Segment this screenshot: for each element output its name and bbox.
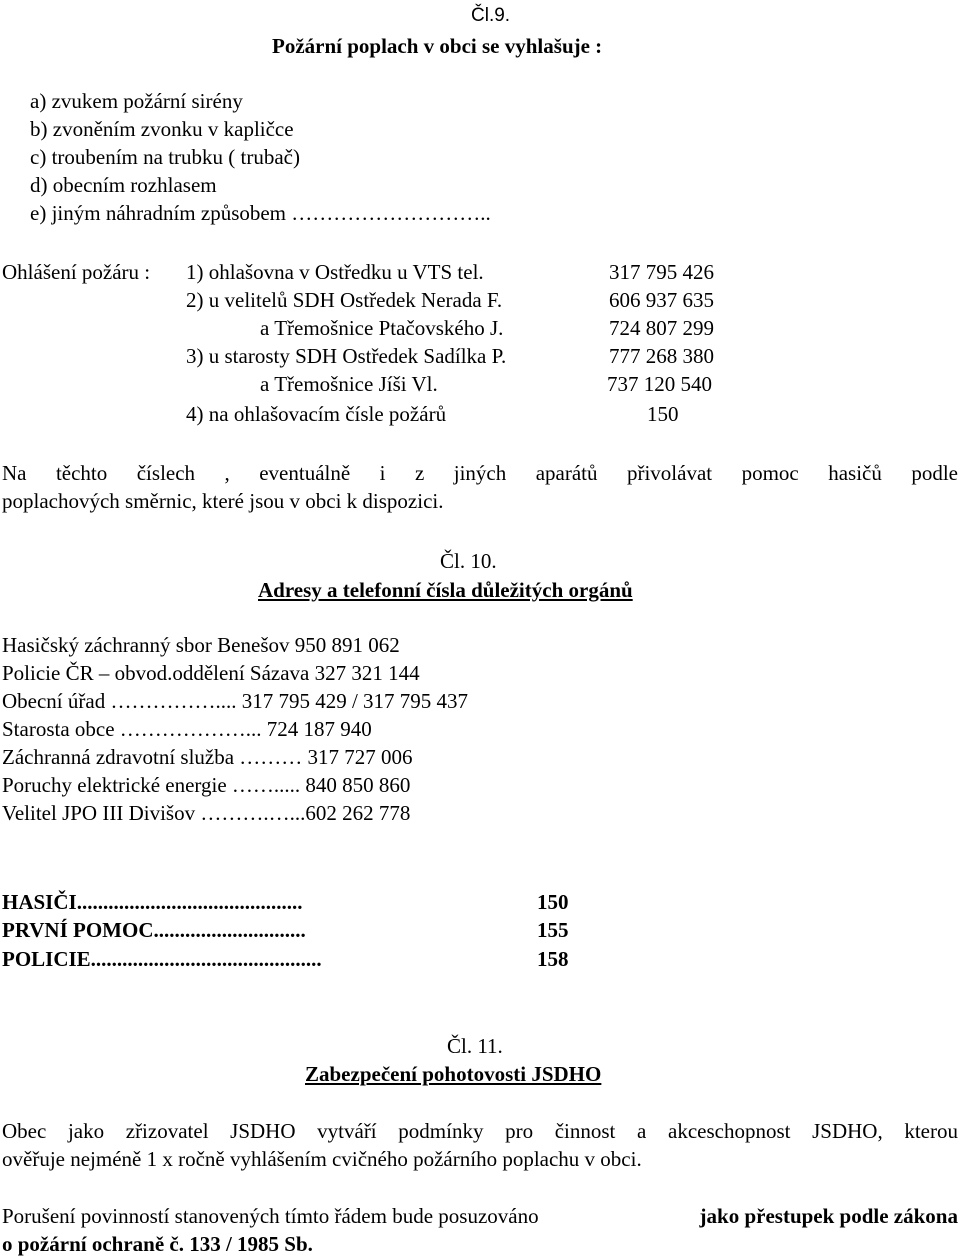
article-9-number: Čl.9. [471,5,511,26]
contact-row: Poruchy elektrické energie ……..... 840 850 860 [2,773,411,797]
article-11-paragraph-line: ověřuje nejméně 1 x ročně vyhlášením cvičného požárního poplachu v obci. [2,1147,642,1171]
emergency-number: 158 [537,947,569,971]
article-10-heading: Adresy a telefonní čísla důležitých orgánů [258,578,633,602]
report-row-number: 777 268 380 [609,344,714,368]
contact-row: Velitel JPO III Divišov ……….…...602 262 778 [2,801,411,825]
contact-row: Hasičský záchranný sbor Benešov 950 891 062 [2,633,400,657]
contact-row: Starosta obce ………………... 724 187 940 [2,717,372,741]
emergency-label: POLICIE............................................ [2,947,322,971]
alarm-item-d: d) obecním rozhlasem [30,173,217,197]
alarm-item-a: a) zvukem požární sirény [30,89,243,113]
penalty-emphasis: jako přestupek podle zákona [699,1204,958,1228]
emergency-number: 150 [537,890,569,914]
article-11-penalty-line [2,1202,958,1230]
article-11-paragraph-line: Obec jako zřizovatel JSDHO vytváří podmínky pro činnost a akceschopnost JSDHO, kterou [2,1119,958,1143]
report-row-number: 737 120 540 [607,372,712,396]
article-11-heading: Zabezpečení pohotovosti JSDHO [305,1062,602,1086]
report-row-text: 3) u starosty SDH Ostředek Sadílka P. [186,344,507,368]
emergency-label: PRVNÍ POMOC............................. [2,918,306,942]
report-row-text: 1) ohlašovna v Ostředku u VTS tel. [186,260,484,284]
report-row-number: 724 807 299 [609,316,714,340]
emergency-number: 155 [537,918,569,942]
report-row-number: 150 [647,402,679,426]
report-label: Ohlášení požáru : [2,260,151,284]
article-10-number: Čl. 10. [440,549,497,573]
report-row-text: a Třemošnice Jíši Vl. [260,372,438,396]
report-row-text: 4) na ohlašovacím čísle požárů [186,402,447,426]
article-11-number: Čl. 11. [447,1034,503,1058]
contact-row: Policie ČR – obvod.oddělení Sázava 327 321 144 [2,661,420,685]
report-row-number: 606 937 635 [609,288,714,312]
penalty-text: Porušení povinností stanovených tímto řádem bude posuzováno [2,1204,539,1228]
contact-row: Obecní úřad …………….... 317 795 429 / 317 795 437 [2,689,469,713]
article-9-paragraph-line: poplachových směrnic, které jsou v obci k dispozici. [2,489,444,513]
article-9-paragraph-line: Na těchto číslech , eventuálně i z jiných aparátů přivolávat pomoc hasičů podle [2,461,958,485]
alarm-item-c: c) troubením na trubku ( trubač) [30,145,300,169]
report-row-text: a Třemošnice Ptačovského J. [260,316,504,340]
report-row-number: 317 795 426 [609,260,714,284]
alarm-item-b: b) zvoněním zvonku v kapličce [30,117,294,141]
report-row-text: 2) u velitelů SDH Ostředek Nerada F. [186,288,503,312]
penalty-law-reference: o požární ochraně č. 133 / 1985 Sb. [2,1232,313,1256]
article-9-heading: Požární poplach v obci se vyhlašuje : [272,34,603,58]
alarm-item-e: e) jiným náhradním způsobem ……………………….. [30,201,491,225]
contact-row: Záchranná zdravotní služba ……… 317 727 006 [2,745,413,769]
emergency-label: HASIČI........................................... [2,890,303,914]
